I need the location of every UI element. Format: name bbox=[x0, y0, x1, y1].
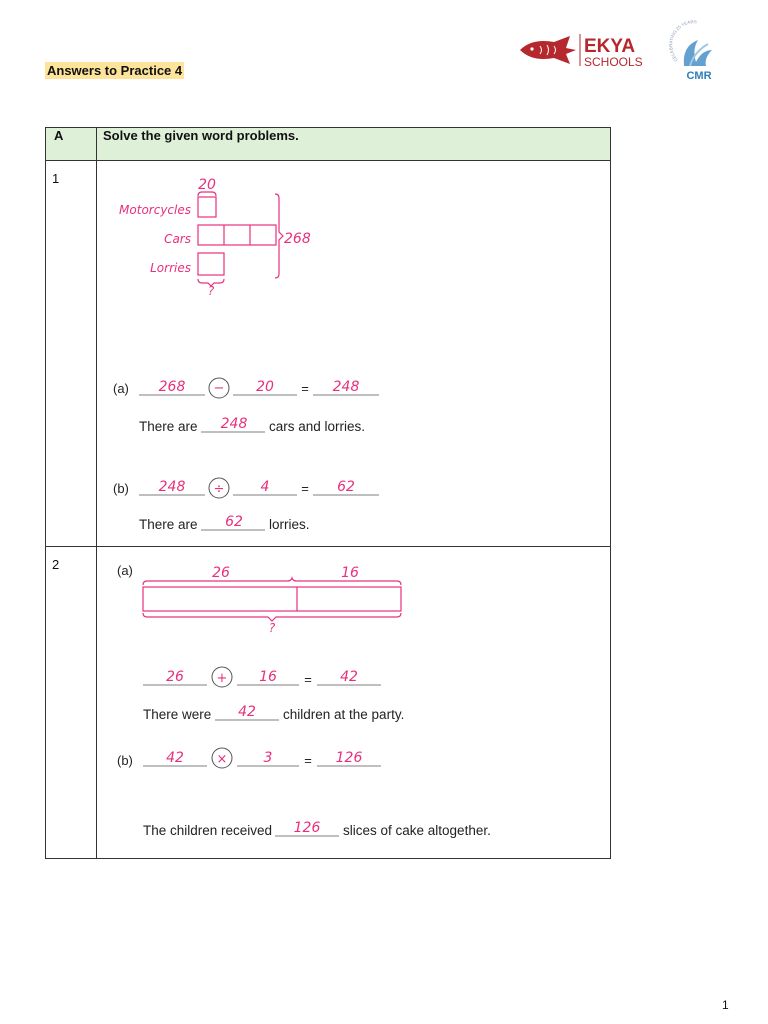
q2a-operator: + bbox=[216, 671, 228, 686]
fish-icon bbox=[520, 36, 576, 64]
page-number: 1 bbox=[722, 998, 729, 1012]
q1-bar-model bbox=[119, 177, 311, 298]
swan-icon bbox=[684, 40, 712, 66]
q1-lorries-bar bbox=[198, 253, 224, 275]
q1-cars-bar bbox=[198, 225, 276, 245]
q2b-sentence-answer: 126 bbox=[293, 820, 321, 836]
ekya-sub: SCHOOLS bbox=[584, 55, 643, 69]
q2b-sentence-before: The children received bbox=[143, 823, 273, 838]
q1a-sentence-before: There are bbox=[139, 419, 198, 434]
q1-total: 268 bbox=[284, 231, 311, 247]
q2b-label: (b) bbox=[117, 753, 133, 768]
q2a-bar bbox=[143, 587, 401, 611]
cmr-logo bbox=[668, 20, 730, 86]
ekya-logo bbox=[518, 28, 658, 74]
cmr-brand: CMR bbox=[686, 70, 712, 82]
q1a-sentence bbox=[139, 416, 365, 434]
q1a-equals: = bbox=[301, 381, 309, 396]
q1a-label: (a) bbox=[113, 381, 129, 396]
q1-label-lorries: Lorries bbox=[150, 261, 191, 275]
q2b-operand1: 42 bbox=[166, 750, 184, 766]
q1b-sentence bbox=[139, 514, 310, 532]
q2a-bottom-brace bbox=[143, 613, 401, 621]
q1b-sentence-before: There are bbox=[139, 517, 198, 532]
q2a-bar-model bbox=[117, 563, 401, 635]
q1b-sentence-after: lorries. bbox=[269, 517, 310, 532]
q2a-operand1: 26 bbox=[166, 669, 184, 685]
q1a-sentence-after: cars and lorries. bbox=[269, 419, 366, 434]
q1b-sentence-answer: 62 bbox=[225, 514, 243, 530]
q2a-unknown: ? bbox=[268, 621, 276, 635]
q2b-equation bbox=[117, 748, 381, 768]
q1b-operand1: 248 bbox=[158, 479, 186, 495]
q2a-sentence-answer: 42 bbox=[238, 704, 256, 720]
q2b-result: 126 bbox=[335, 750, 363, 766]
question-2-content bbox=[97, 547, 611, 859]
q1-top-value: 20 bbox=[198, 177, 216, 193]
q1b-result: 62 bbox=[337, 479, 355, 495]
q2a-sentence bbox=[143, 704, 404, 722]
page-title: Answers to Practice 4 bbox=[47, 63, 183, 78]
q1b-equation bbox=[113, 478, 379, 498]
question-2-row bbox=[46, 547, 611, 859]
q2a-bar-right: 16 bbox=[341, 565, 359, 581]
q1a-operand1: 268 bbox=[158, 379, 186, 395]
q2a-sentence-before: There were bbox=[143, 707, 212, 722]
q2a-operand2: 16 bbox=[259, 669, 277, 685]
q1b-operator: ÷ bbox=[213, 482, 225, 497]
q1b-operand2: 4 bbox=[260, 479, 270, 495]
q2b-operand2: 3 bbox=[263, 750, 273, 766]
q1b-label: (b) bbox=[113, 481, 129, 496]
section-label: A bbox=[46, 128, 97, 161]
q1-unknown: ? bbox=[207, 284, 215, 298]
q1a-equation bbox=[113, 378, 379, 398]
q1-motorcycles-bar bbox=[198, 197, 216, 217]
q1b-equals: = bbox=[301, 481, 309, 496]
question-1-row bbox=[46, 161, 611, 547]
table-header-row bbox=[46, 128, 611, 161]
q2b-operator: × bbox=[216, 752, 228, 767]
q2a-equation bbox=[143, 667, 381, 687]
q2a-result: 42 bbox=[340, 669, 358, 685]
answers-table bbox=[45, 127, 611, 859]
section-instructions: Solve the given word problems. bbox=[97, 128, 611, 161]
q1a-result: 248 bbox=[332, 379, 360, 395]
q2a-top-brace-right bbox=[297, 581, 401, 585]
cmr-arc-text: CELEBRATING 25 YEARS bbox=[668, 20, 697, 63]
question-2-number: 2 bbox=[46, 547, 97, 859]
q2a-label: (a) bbox=[117, 563, 133, 578]
ekya-brand: EKYA bbox=[584, 36, 636, 57]
q2a-bar-left: 26 bbox=[212, 565, 230, 581]
question-1-content bbox=[97, 161, 611, 547]
q2a-sentence-after: children at the party. bbox=[283, 707, 405, 722]
q1-label-motorcycles: Motorcycles bbox=[119, 203, 191, 217]
q2b-sentence-after: slices of cake altogether. bbox=[343, 823, 491, 838]
q1a-operator: − bbox=[213, 381, 225, 396]
q1a-operand2: 20 bbox=[256, 379, 274, 395]
q1-label-cars: Cars bbox=[164, 232, 191, 246]
q2b-equals: = bbox=[304, 753, 312, 768]
q2b-sentence bbox=[143, 820, 491, 838]
question-1-number: 1 bbox=[46, 161, 97, 547]
q1a-sentence-answer: 248 bbox=[220, 416, 248, 432]
q2a-equals: = bbox=[304, 672, 312, 687]
